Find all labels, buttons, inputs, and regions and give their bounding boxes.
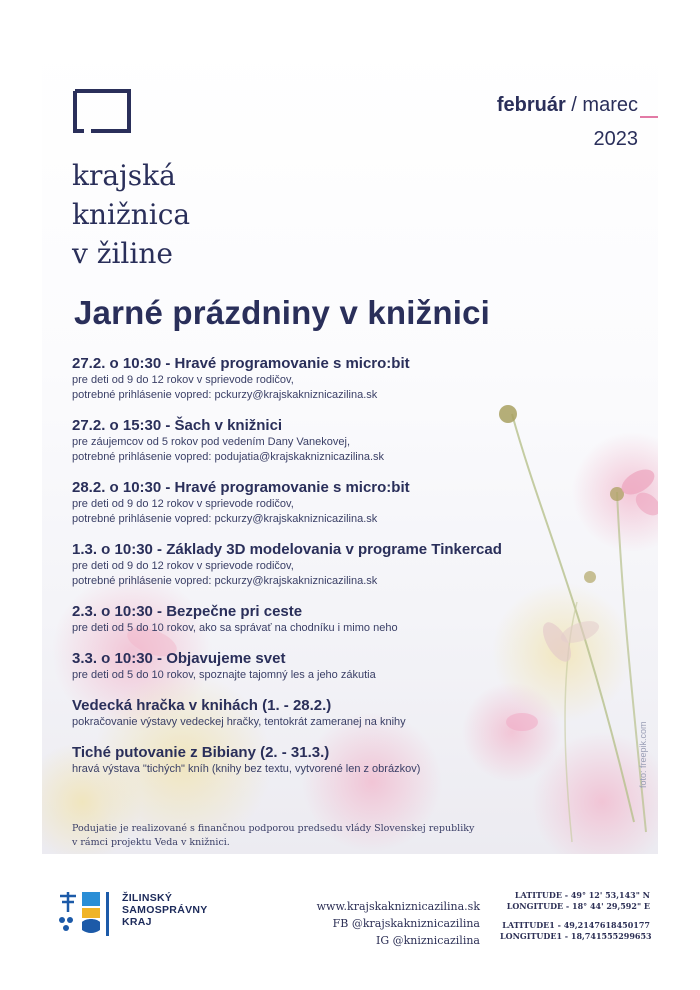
event-detail: potrebné prihlásenie vopred: pckurzy@krajskakniznicazilina.sk [72,389,378,401]
date-month-rest: / marec [565,94,638,116]
contact-links [310,898,480,949]
event-item [72,478,632,527]
library-name [72,156,190,273]
event-detail: pre deti od 9 do 12 rokov v sprievode rodičov, [72,560,294,572]
region-logo-text [122,892,208,928]
poster [42,42,658,854]
event-title: 3.3. o 10:30 - Objavujeme svet [72,650,286,667]
event-title: Tiché putovanie z Bibiany (2. - 31.3.) [72,744,330,761]
funding-note-line: Podujatie je realizované s finančnou podporou predsedu vlády Slovenskej republiky [72,823,475,834]
event-title: 28.2. o 10:30 - Hravé programovanie s micro:bit [72,479,410,496]
event-detail: potrebné prihlásenie vopred: pckurzy@krajskakniznicazilina.sk [72,513,378,525]
latitude-decimal: LATITUDE1 - 49,2147618450177 [502,920,650,930]
date-box [497,88,638,156]
footer [0,870,700,990]
coordinates [500,890,650,942]
longitude: LONGITUDE - 18° 44' 29,592" E [506,901,650,911]
library-logo-icon [72,88,132,134]
photo-credit: foto: freepik.com [638,721,648,788]
event-detail: pre deti od 5 do 10 rokov, spoznajte tajomný les a jeho zákutia [72,669,376,681]
event-title: 2.3. o 10:30 - Bezpečne pri ceste [72,603,303,620]
instagram-link[interactable]: IG @kniznicazilina [375,934,480,947]
region-logo-line: SAMOSPRÁVNY [122,904,208,916]
event-detail: pre záujemcov od 5 rokov pod vedením Dany Vanekovej, [72,436,351,448]
page-title: Jarné prázdniny v knižnici [74,294,490,331]
region-logo-line: ŽILINSKÝ [122,892,173,904]
event-item [72,696,632,730]
event-title: 27.2. o 10:30 - Hravé programovanie s micro:bit [72,355,410,372]
facebook-link[interactable]: FB @krajskakniznicazilina [332,917,480,930]
event-detail: pre deti od 9 do 12 rokov v sprievode rodičov, [72,498,294,510]
event-detail: pokračovanie výstavy vedeckej hračky, tentokrát zameranej na knihy [72,716,406,728]
website-link[interactable]: www.krajskakniznicazilina.sk [316,900,480,913]
event-detail: pre deti od 5 do 10 rokov, ako sa správať na chodníku i mimo neho [72,622,398,634]
accent-line [640,116,658,118]
spacer [500,912,650,920]
longitude-decimal: LONGITUDE1 - 18,741555299653 [500,931,652,941]
event-item [72,354,632,403]
zsk-coat-icon [56,890,116,940]
event-detail: potrebné prihlásenie vopred: pckurzy@krajskakniznicazilina.sk [72,575,378,587]
event-title: Vedecká hračka v knihách (1. - 28.2.) [72,697,332,714]
event-detail: potrebné prihlásenie vopred: podujatia@krajskakniznicazilina.sk [72,451,385,463]
event-detail: pre deti od 9 do 12 rokov v sprievode rodičov, [72,374,294,386]
library-name-line: krajská [72,159,176,192]
event-title: 1.3. o 10:30 - Základy 3D modelovania v programe Tinkercad [72,541,502,558]
library-name-line: v žiline [72,237,173,270]
event-list [72,354,632,790]
date-month-bold: február [496,94,566,116]
library-name-line: knižnica [72,198,191,231]
region-logo-line: KRAJ [122,916,152,928]
event-detail: hravá výstava "tichých" kníh (knihy bez textu, vytvorené len z obrázkov) [72,763,421,775]
date-year: 2023 [593,128,638,150]
event-item [72,540,632,589]
event-item [72,602,632,636]
funding-note-line: v rámci projektu Veda v knižnici. [72,837,230,848]
event-item [72,416,632,465]
event-item [72,743,632,777]
event-item [72,649,632,683]
date-months [497,88,638,122]
funding-note [72,822,502,850]
event-title: 27.2. o 15:30 - Šach v knižnici [72,417,283,434]
latitude: LATITUDE - 49° 12' 53,143" N [514,890,650,900]
